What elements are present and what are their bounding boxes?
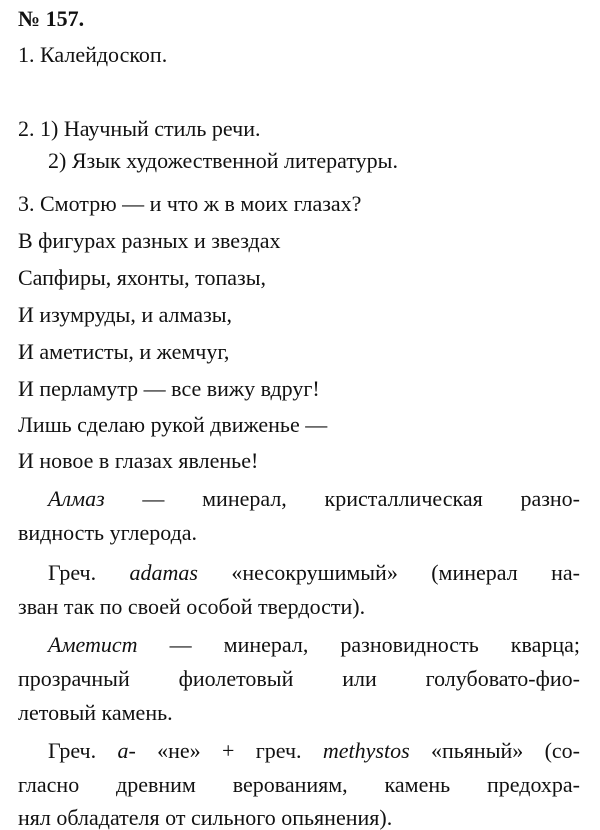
- exercise-number: № 157.: [18, 6, 85, 31]
- poem-line: 3. Смотрю — и что ж в моих глазах?: [18, 191, 362, 216]
- poem-line: В фигурах разных и звездах: [18, 228, 281, 253]
- ametist-term: Аметист: [48, 632, 138, 657]
- poem-line: И изумруды, и алмазы,: [18, 302, 233, 327]
- greek-word: adamas: [129, 560, 198, 585]
- poem-line: И новое в глазах явленье!: [18, 448, 259, 473]
- greek-prefix: а-: [117, 738, 136, 763]
- poem-line: Лишь сделаю рукой движенье —: [18, 412, 328, 437]
- almaz-definition-line: Алмаз — минерал, кристаллическая разно-: [48, 486, 580, 511]
- ametist-etymology-line: гласно древним верованиям, камень предохра-: [18, 772, 580, 797]
- poem-line: И аметисты, и жемчуг,: [18, 339, 230, 364]
- ametist-definition-line: летовый камень.: [18, 700, 173, 725]
- almaz-etymology-line: Греч. adamas «несокрушимый» (минерал на-: [48, 560, 580, 585]
- almaz-term: Алмаз: [48, 486, 105, 511]
- greek-word: methystos: [322, 738, 410, 763]
- ametist-definition-line: прозрачный фиолетовый или голубовато-фио-: [18, 666, 580, 691]
- poem-line: Сапфиры, яхонты, топазы,: [18, 265, 267, 290]
- ametist-etymology-line: нял обладателя от сильного опьянения).: [18, 805, 393, 830]
- poem-line: И перламутр — все вижу вдруг!: [18, 376, 320, 401]
- ametist-etymology-line: Греч. а- «не» + греч. methystos «пьяный» (со-: [48, 738, 581, 763]
- answer-2-1: 2. 1) Научный стиль речи.: [18, 116, 261, 141]
- almaz-definition-line: видность углерода.: [18, 520, 198, 545]
- answer-2-2: 2) Язык художественной литературы.: [48, 148, 398, 173]
- ametist-definition-line: Аметист — минерал, разновидность кварца;: [48, 632, 580, 657]
- almaz-etymology-line: зван так по своей особой твердости).: [18, 594, 366, 619]
- answer-1: 1. Калейдоскоп.: [18, 42, 168, 67]
